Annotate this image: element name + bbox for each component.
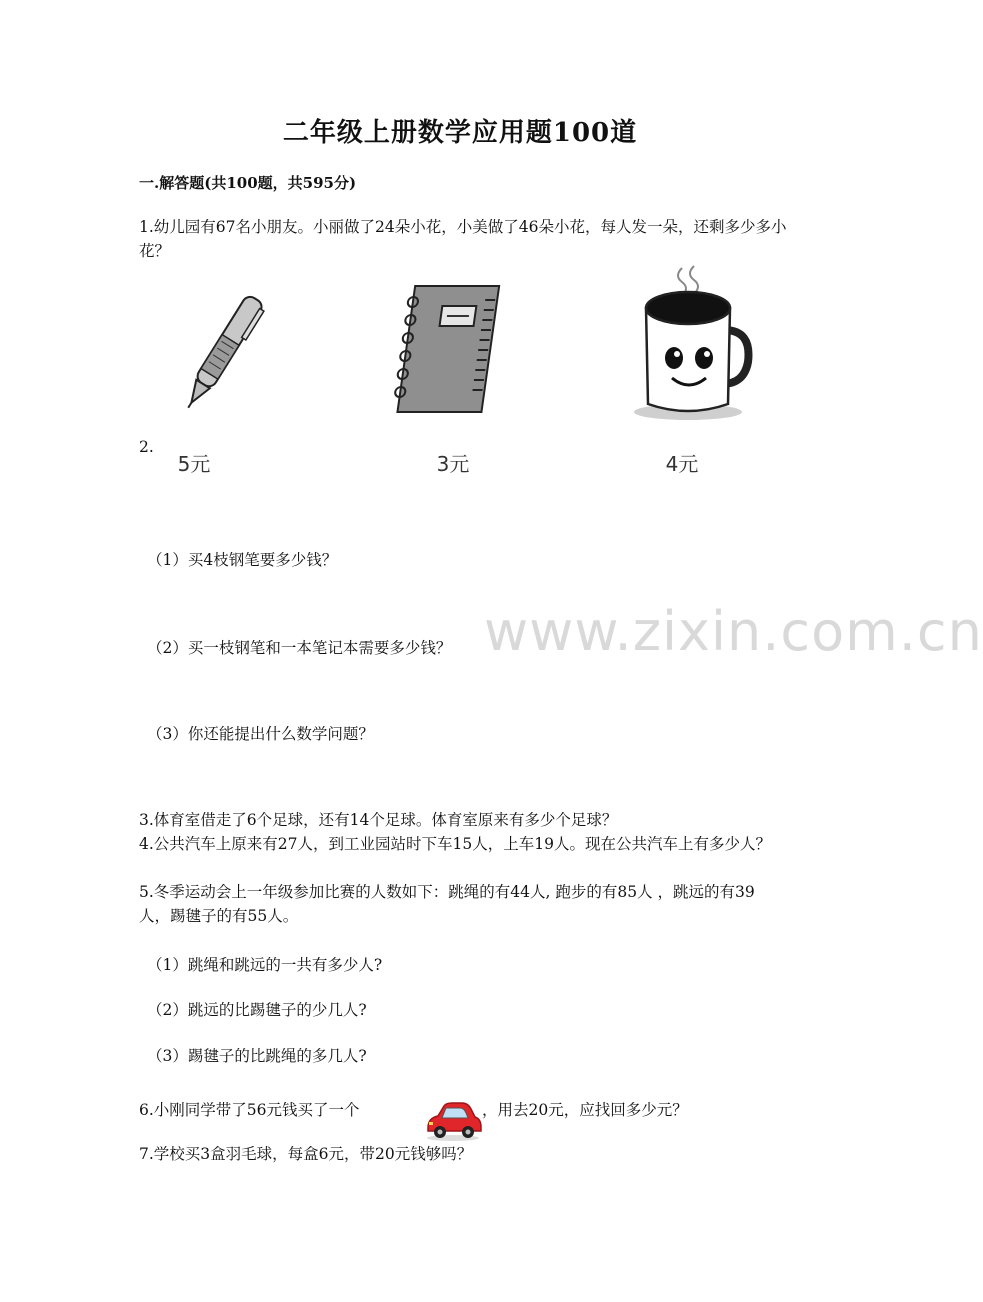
question-3: 3.体育室借走了6个足球，还有14个足球。体育室原来有多少个足球？ — [139, 811, 618, 829]
page-title: 二年级上册数学应用题100道 — [282, 118, 638, 148]
question-6-text-start: 6.小刚同学带了56元钱买了一个 — [139, 1101, 360, 1119]
question-5-sub-3: （3）踢毽子的比跳绳的多几人? — [147, 1047, 367, 1065]
question-2-number: 2. — [139, 438, 154, 456]
notebook-price: 3元 — [436, 452, 470, 476]
question-1: 1.幼儿园有67名小朋友。小丽做了24朵小花，小美做了46朵小花，每人发一朵，还剩多少多小花？ — [139, 218, 787, 260]
question-7: 7.学校买3盒羽毛球，每盒6元，带20元钱够吗？ — [139, 1145, 473, 1163]
section-heading: 一.解答题(共100题，共595分) — [139, 174, 357, 192]
question-6-text-end: ，用去20元，应找回多少元？ — [482, 1101, 688, 1119]
cup-price: 4元 — [665, 452, 699, 476]
pen-icon — [168, 284, 278, 428]
question-4: 4.公共汽车上原来有27人，到工业园站时下车15人，上车19人。现在公共汽车上有多少人？ — [139, 835, 771, 853]
question-2-sub-2: （2）买一枝钢笔和一本笔记本需要多少钱？ — [147, 639, 452, 657]
question-2-sub-3: （3）你还能提出什么数学问题？ — [147, 725, 374, 743]
question-5-sub-1: （1）跳绳和跳远的一共有多少人? — [147, 956, 383, 974]
question-5: 5.冬季运动会上一年级参加比赛的人数如下：跳绳的有44人, 跑步的有85人 ，跳远的有39人，踢毽子的有55人。 — [139, 883, 755, 925]
question-5-sub-2: （2）跳远的比踢毽子的少几人? — [147, 1001, 367, 1019]
toy-car-icon — [424, 1100, 482, 1146]
notebook-icon — [386, 280, 516, 424]
watermark: www.zixin.com.cn — [484, 600, 983, 663]
pen-price: 5元 — [177, 452, 211, 476]
cup-icon — [626, 262, 756, 428]
question-2-sub-1: （1）买4枝钢笔要多少钱？ — [147, 551, 338, 569]
